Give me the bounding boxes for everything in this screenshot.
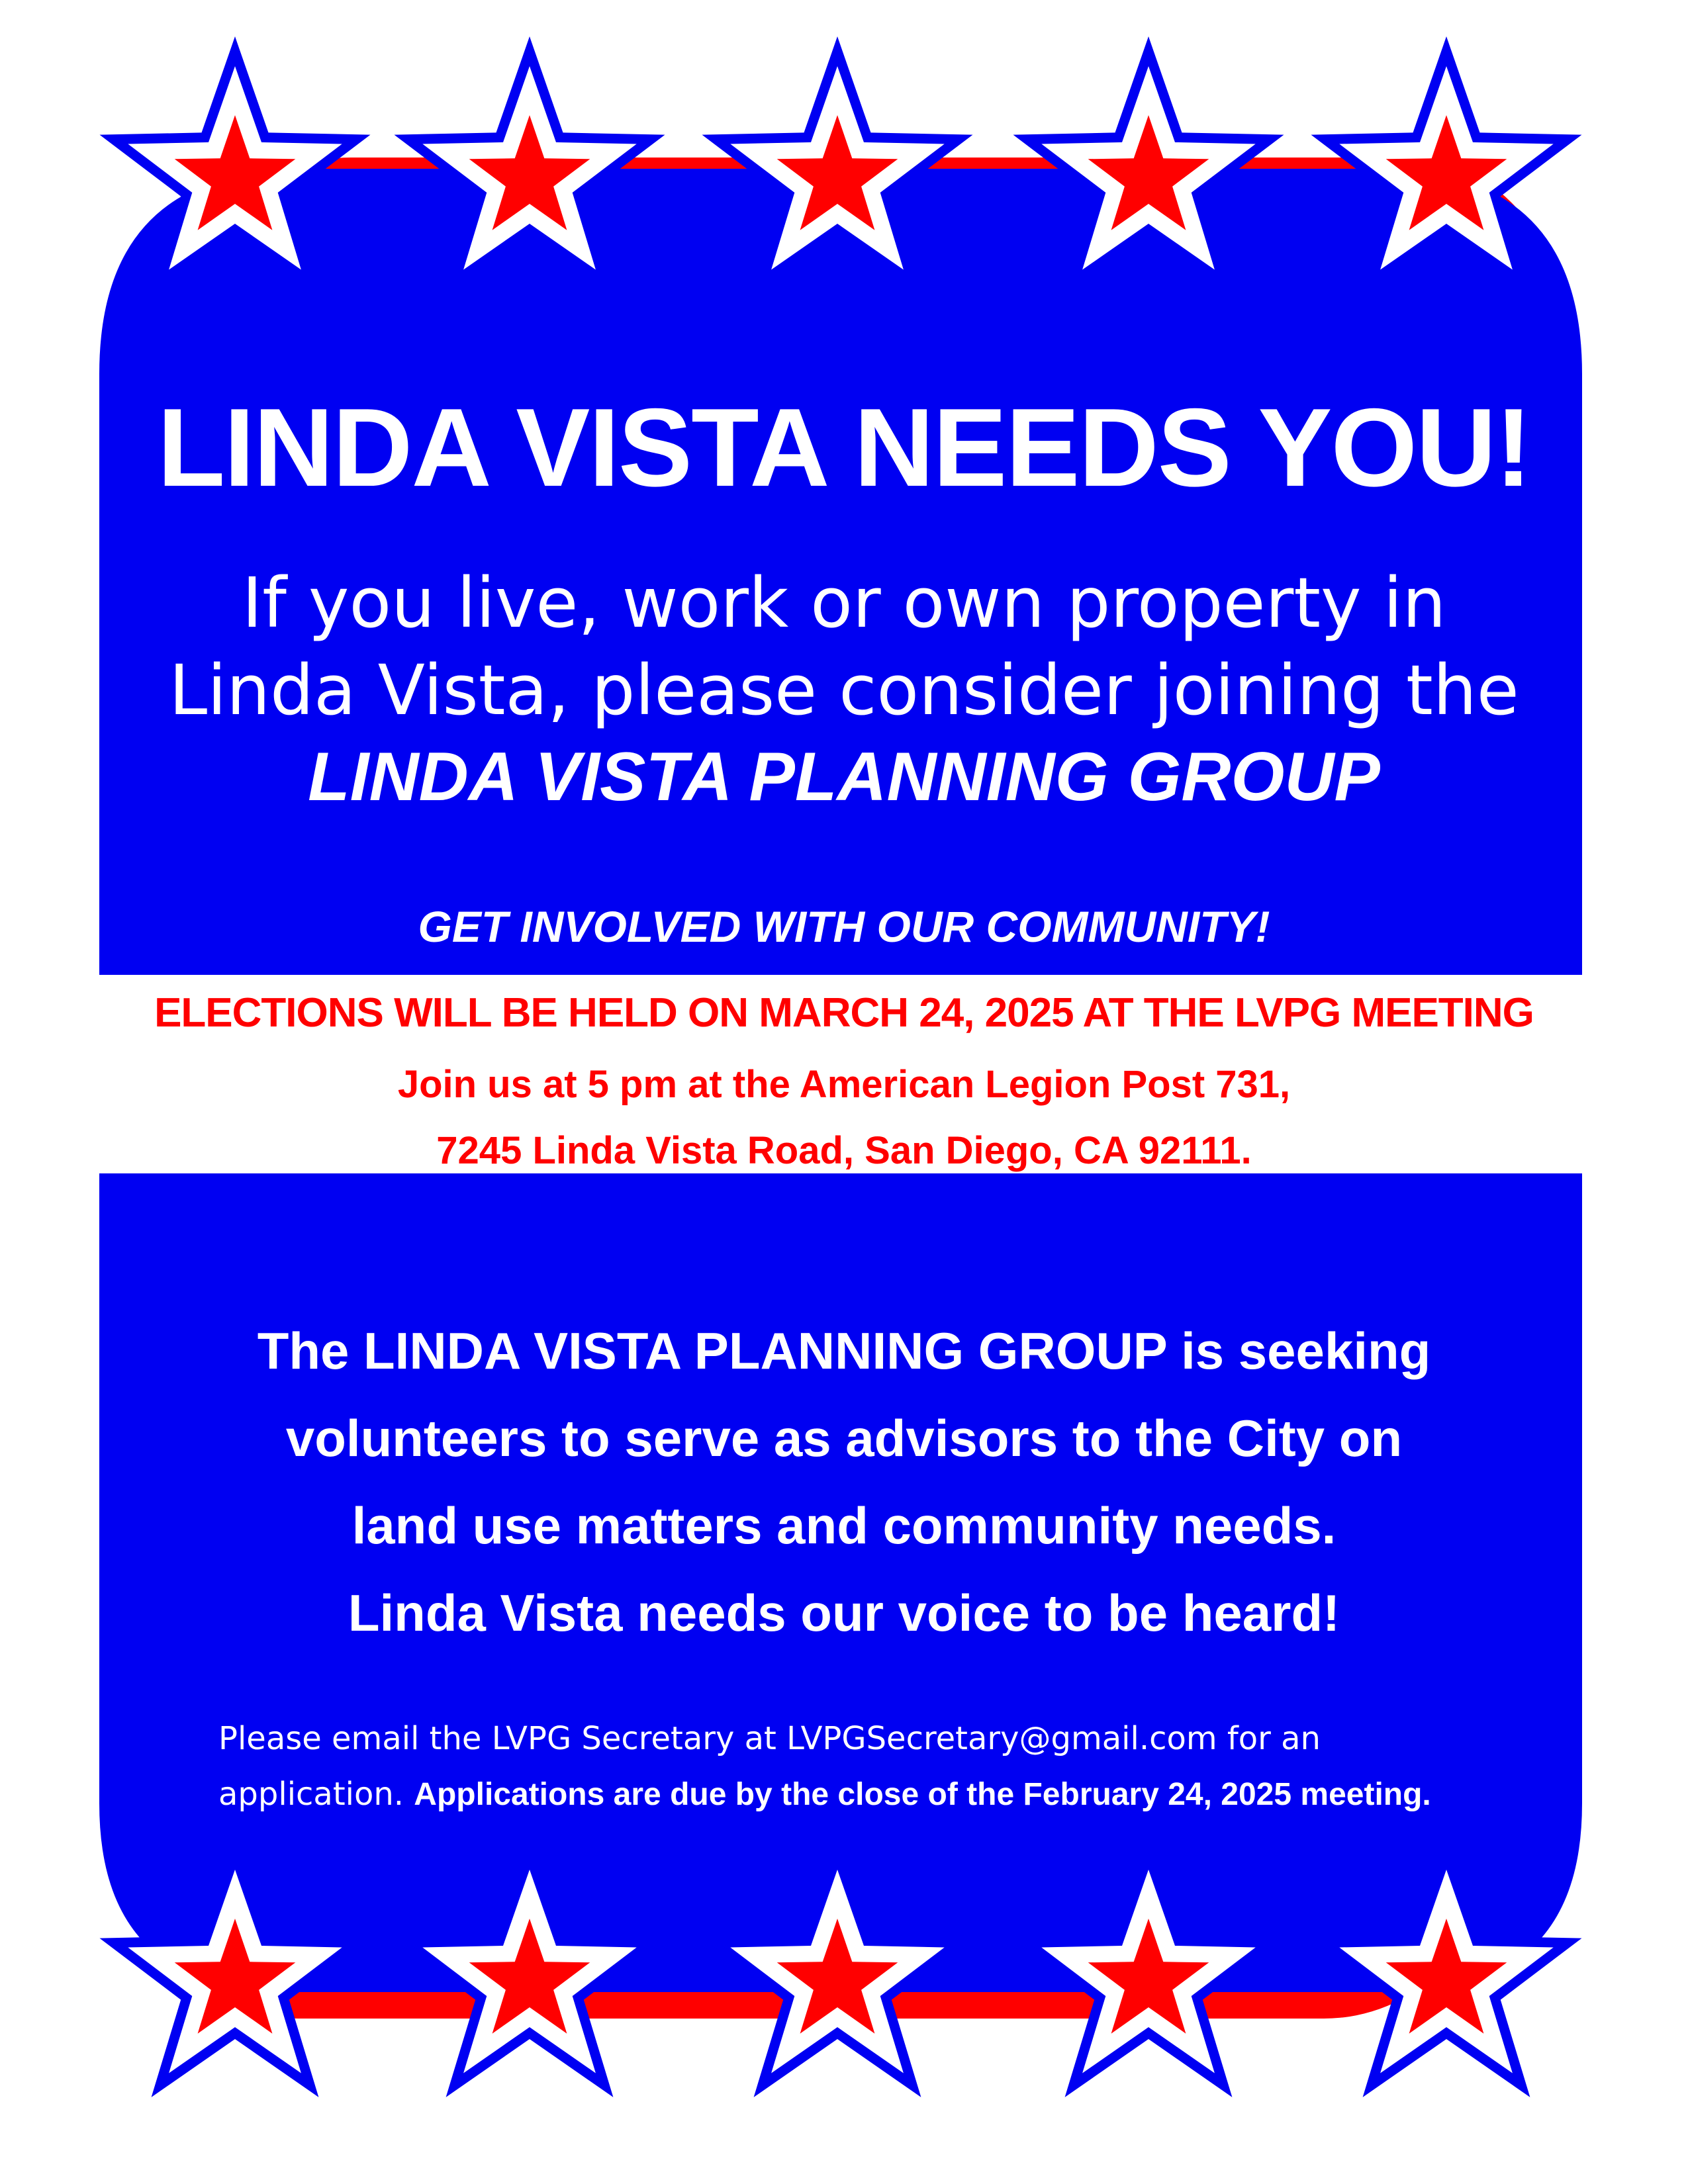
elections-venue: Join us at 5 pm at the American Legion Post 731, — [397, 1063, 1291, 1106]
mission-line-1: The LINDA VISTA PLANNING GROUP is seeking — [257, 1322, 1431, 1380]
mission-statement — [0, 1307, 1688, 1657]
intro-org-name: LINDA VISTA PLANNING GROUP — [308, 739, 1380, 815]
elections-address: 7245 Linda Vista Road, San Diego, CA 92111. — [436, 1129, 1252, 1172]
mission-line-3: land use matters and community needs. — [352, 1496, 1336, 1555]
application-deadline: Applications are due by the close of the February 24, 2025 meeting. — [414, 1777, 1431, 1812]
intro-line-2: Linda Vista, please consider joining the — [169, 650, 1519, 731]
intro-line-1: If you live, work or own property in — [242, 563, 1446, 643]
call-to-action: GET INVOLVED WITH OUR COMMUNITY! — [418, 902, 1270, 951]
application-info — [218, 1711, 1476, 1823]
mission-line-2: volunteers to serve as advisors to the City on — [285, 1409, 1403, 1467]
intro-text — [0, 559, 1688, 734]
headline: LINDA VISTA NEEDS YOU! — [157, 385, 1531, 510]
elections-notice: ELECTIONS WILL BE HELD ON MARCH 24, 2025 AT THE LVPG MEETING — [154, 990, 1534, 1036]
mission-line-4: Linda Vista needs our voice to be heard! — [348, 1584, 1340, 1642]
application-instructions: Please email the LVPG Secretary at LVPGSecretary@gmail.com for an application. — [218, 1720, 1321, 1813]
